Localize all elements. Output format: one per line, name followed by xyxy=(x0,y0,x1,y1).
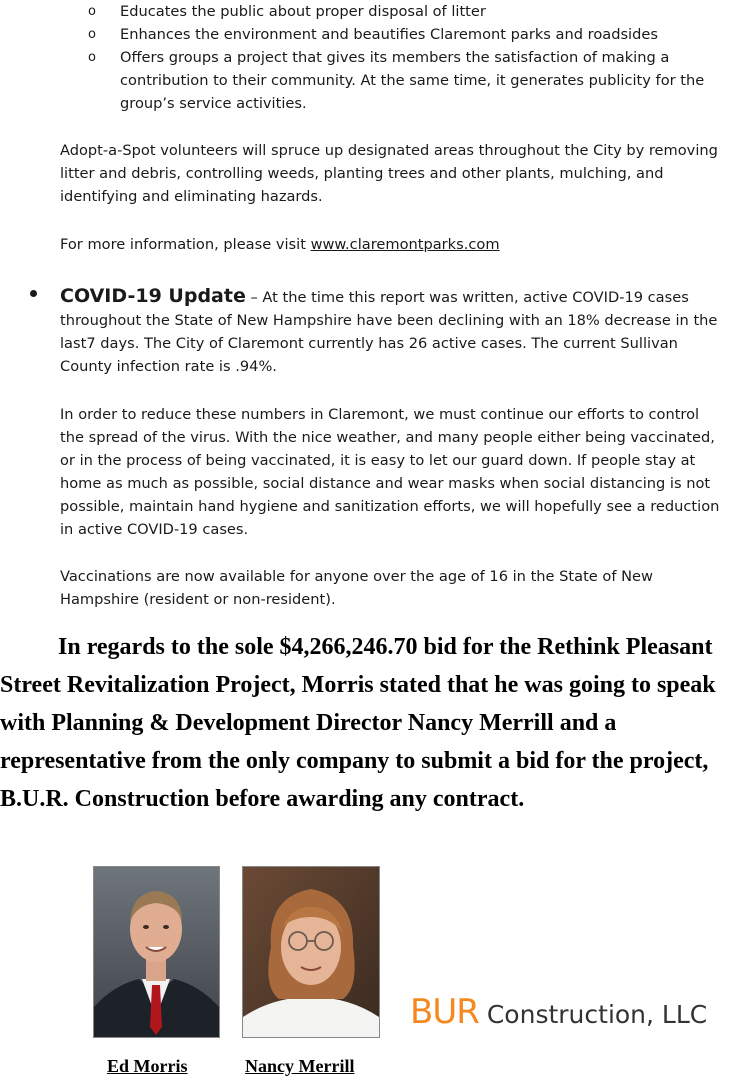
covid-intro: – At the time this report was written, active COVID-19 cases throughout the State of New Hampshire have been declining with an 18% decrease in the last7 days. The City of Claremont currently has 26 active cases. The current Sullivan County infection rate is .94%. xyxy=(60,289,718,375)
nancy-merrill-photo xyxy=(242,866,380,1038)
list-item-text: Offers groups a project that gives its members the satisfaction of making a contribution to their community. At the same time, it generates publicity for the group’s service activities. xyxy=(120,49,705,112)
covid-paragraph-3: Vaccinations are now available for anyone over the age of 16 in the State of New Hampshire (resident or non-resident). xyxy=(60,568,653,608)
bullet-dot-icon xyxy=(30,290,37,297)
ed-morris-portrait-icon xyxy=(94,867,219,1037)
caption-ed-morris: Ed Morris xyxy=(107,1056,188,1076)
more-info-prefix: For more information, please visit xyxy=(60,236,311,253)
covid-update xyxy=(60,285,720,378)
adopt-paragraph: Adopt-a-Spot volunteers will spruce up designated areas throughout the City by removing litter and debris, controlling weeds, planting trees and other plants, mulching, and identifying and eliminating hazards. xyxy=(60,142,718,205)
circle-bullet-icon: o xyxy=(88,4,96,19)
circle-bullet-icon: o xyxy=(88,27,96,42)
list-item xyxy=(88,0,728,23)
more-info-line xyxy=(60,233,720,256)
covid-paragraph-2: In order to reduce these numbers in Claremont, we must continue our efforts to control the spread of the virus. With the nice weather, and many people either being vaccinated, or in the process of being vaccinated, it is easy to let our guard down. If people stay at home as much as possible, social distance and wear masks when social distancing is not possible, maintain hand hygiene and sanitization efforts, we will hopefully see a reduction in active COVID-19 cases. xyxy=(60,406,720,538)
story-paragraph xyxy=(0,628,731,818)
covid-title: COVID-19 Update xyxy=(60,285,246,307)
story-text: In regards to the sole $4,266,246.70 bid for the Rethink Pleasant Street Revitalization Project, Morris stated that he was going to speak with Planning & Development Director Nancy Merrill and a representative from the only company to submit a bid for the project, B.U.R. Construction before awarding any contract. xyxy=(0,634,716,812)
ed-morris-photo xyxy=(93,866,220,1038)
nancy-merrill-portrait-icon xyxy=(243,867,379,1037)
list-item xyxy=(88,46,728,115)
logo-company-name: Construction, LLC xyxy=(486,1000,708,1029)
circle-bullet-icon: o xyxy=(88,50,96,65)
claremontparks-link[interactable]: www.claremontparks.com xyxy=(310,236,500,253)
bur-construction-logo xyxy=(410,992,707,1032)
caption-nancy-merrill: Nancy Merrill xyxy=(245,1056,355,1076)
adopt-benefits-list xyxy=(88,0,728,115)
list-item xyxy=(88,23,728,46)
logo-brand: BUR xyxy=(410,992,479,1032)
list-item-text: Enhances the environment and beautifies Claremont parks and roadsides xyxy=(120,26,658,43)
list-item-text: Educates the public about proper disposal of litter xyxy=(120,3,486,20)
